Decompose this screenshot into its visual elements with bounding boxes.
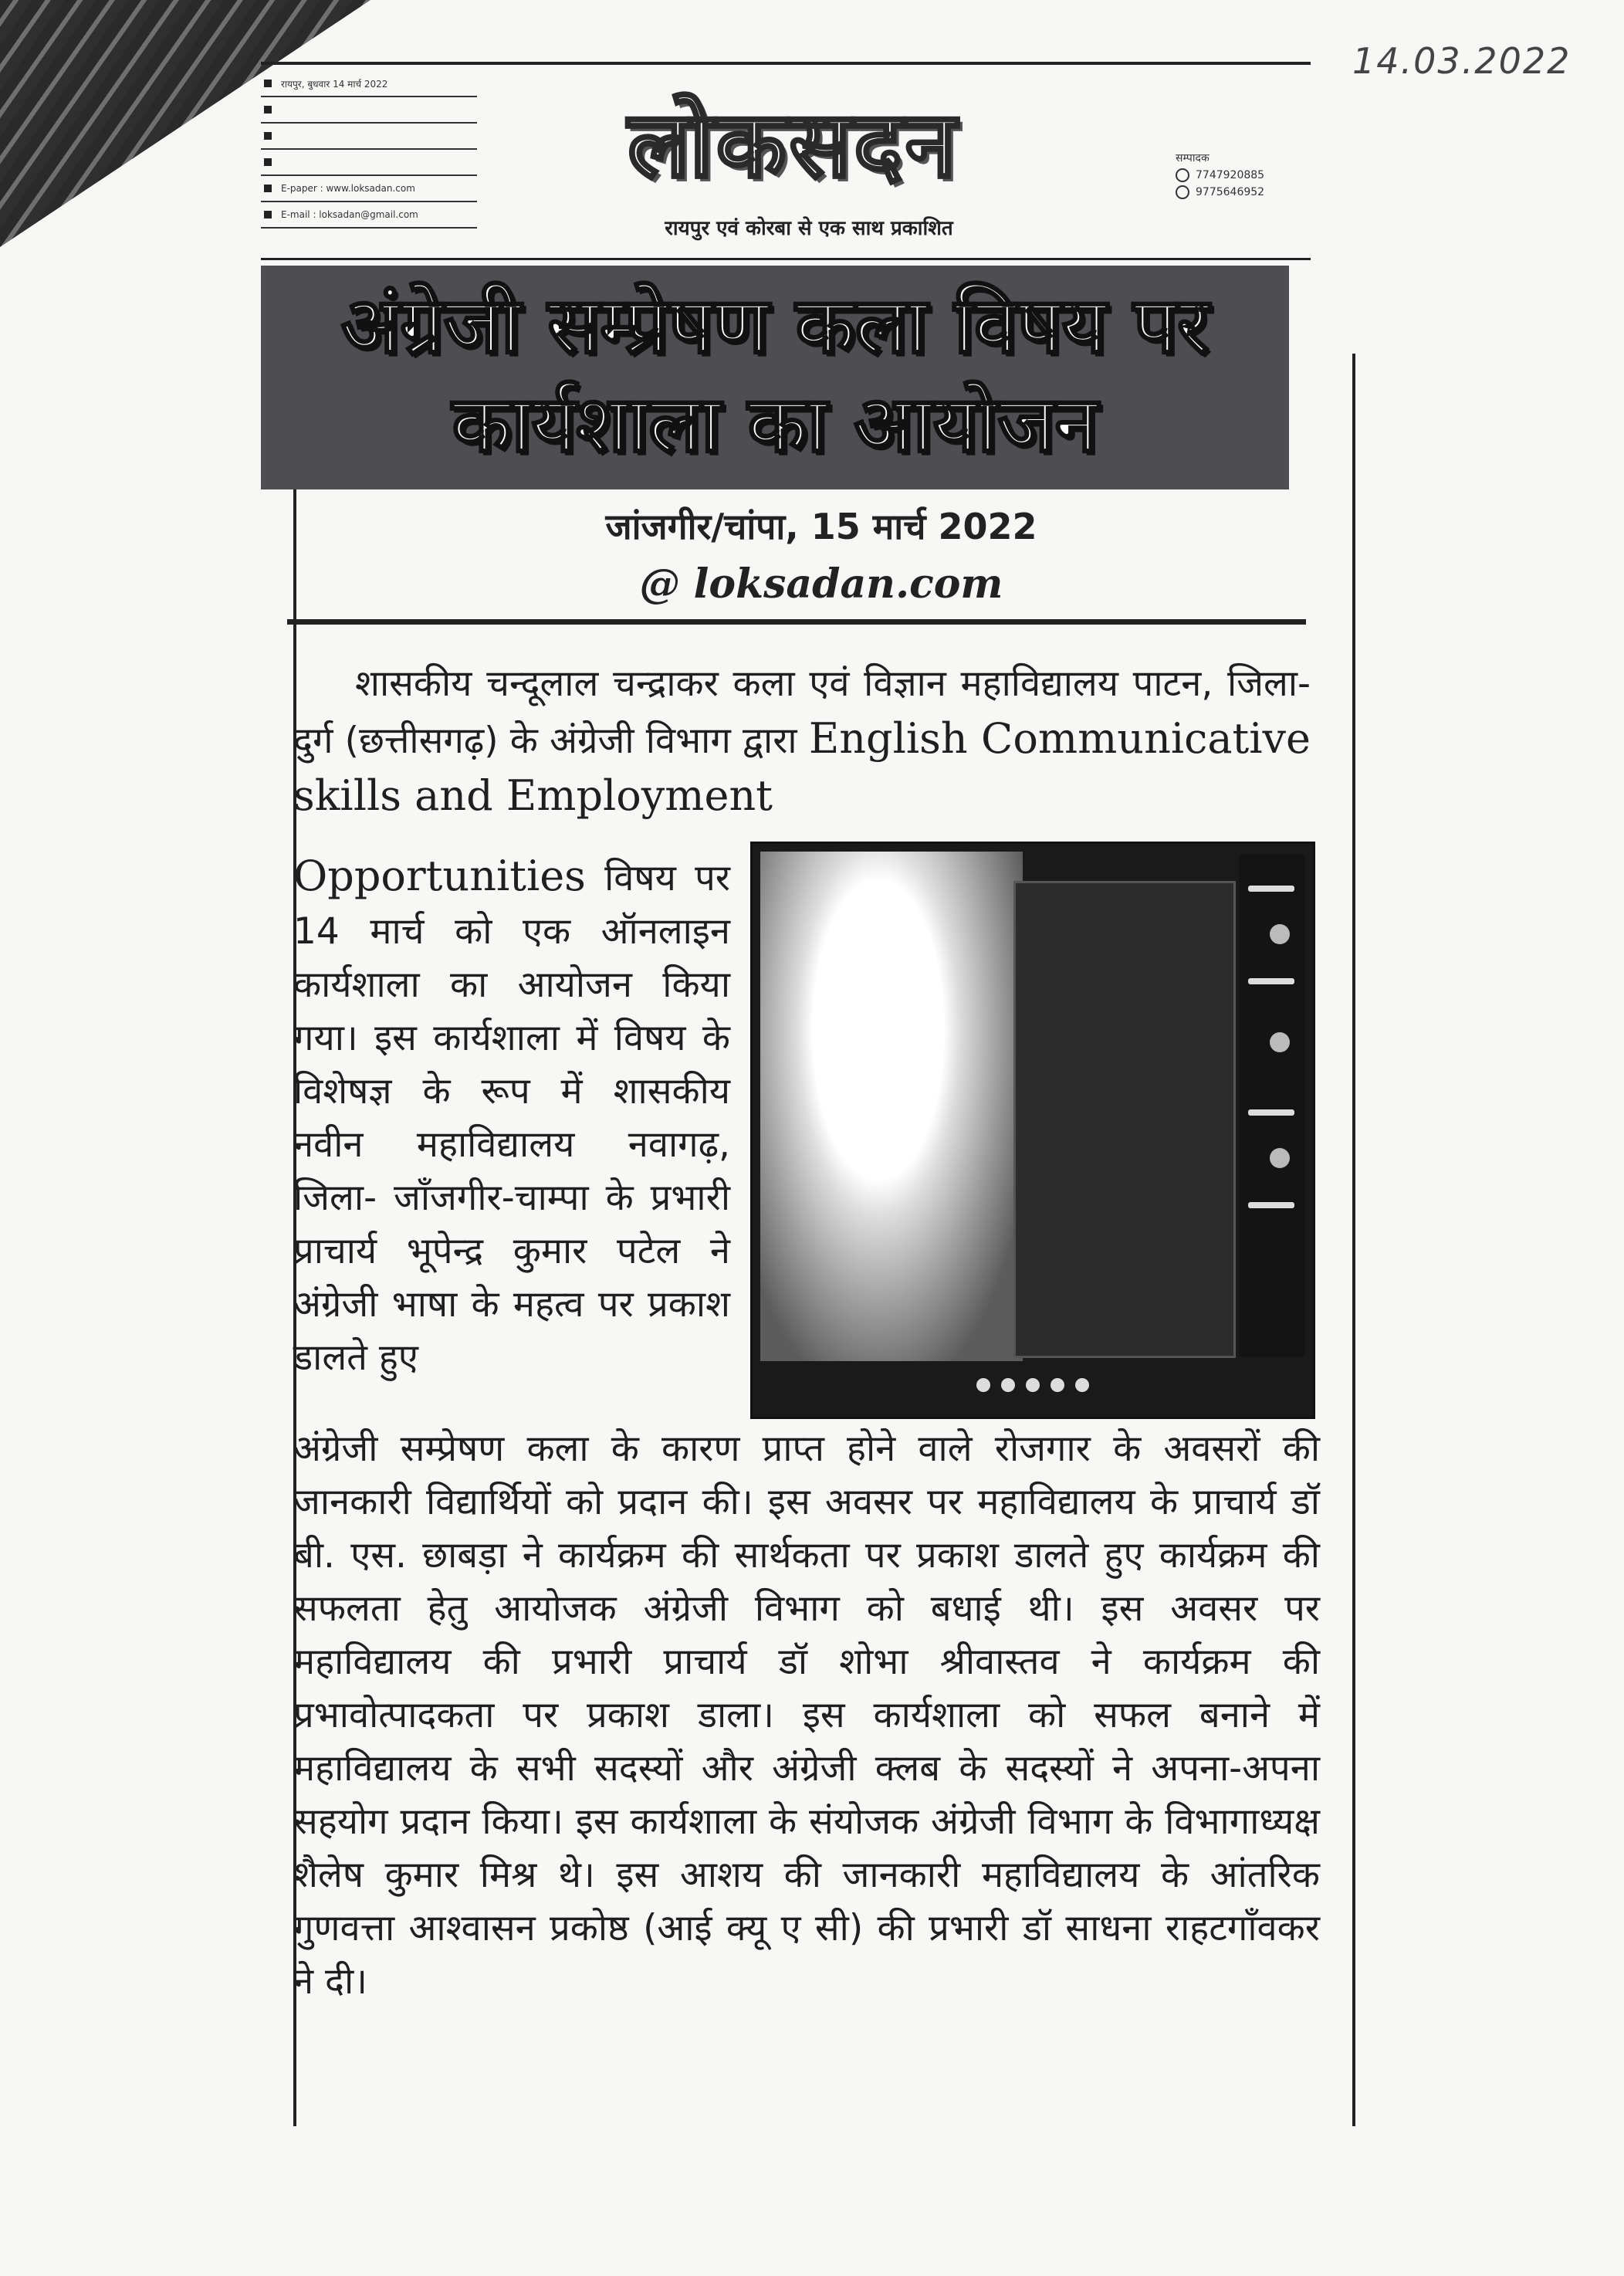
intro-hindi: शासकीय चन्दूलाल चन्द्राकर कला एवं विज्ञान महाविद्यालय पाटन, जिला- दुर्ग (छत्तीसगढ़) के अंग्रेजी विभाग द्वारा — [293, 662, 1311, 762]
article-column — [293, 849, 730, 1384]
bullet-icon — [264, 106, 272, 113]
contact-block — [1176, 150, 1264, 201]
bullet-icon — [264, 132, 272, 140]
article-headline: अंग्रेजी सम्प्रेषण कला विषय पर कार्यशाला का आयोजन — [340, 280, 1210, 469]
bullet-icon — [264, 211, 272, 218]
info-row: E-mail : loksadan@gmail.com — [261, 202, 477, 229]
phone-icon — [1176, 168, 1189, 182]
video-panel — [1013, 881, 1236, 1358]
info-row — [261, 97, 477, 124]
phone-icon — [1176, 185, 1189, 199]
masthead-info-list — [261, 71, 477, 229]
bullet-icon — [264, 80, 272, 87]
article-intro — [293, 656, 1311, 825]
toolbar-icon — [976, 1378, 990, 1392]
website-credit: @ loksadan.com — [639, 561, 1003, 608]
info-row — [261, 150, 477, 176]
participant-strip — [1239, 855, 1305, 1356]
speaker-portrait — [760, 852, 1023, 1361]
toolbar-icon — [1001, 1378, 1015, 1392]
handwritten-date: 14.03.2022 — [1352, 40, 1572, 82]
bullet-icon — [264, 185, 272, 192]
headline-band — [261, 266, 1289, 489]
phone-line: 7747920885 — [1176, 167, 1264, 184]
article-body: अंग्रेजी सम्प्रेषण कला के कारण प्राप्त होने वाले रोजगार के अवसरों की जानकारी विद्यार्थियों को प्रदान की। इस अवसर पर महाविद्यालय के प्राचार्य डॉ बी. एस. छाबड़ा ने कार्यक्रम की सार्थकता पर प्रकाश डालते हुए कार्यक्रम की सफलता हेतु आयोजक अंग्रेजी विभाग को बधाई थी। इस अवसर पर महाविद्यालय की प्रभारी प्राचार्य डॉ शोभा श्रीवास्तव ने कार्यक्रम की प्रभावोत्पादकता पर प्रकाश डाला। इस कार्यशाला को सफल बनाने में महाविद्यालय के सभी सदस्यों और अंग्रेजी क्लब के सदस्यों ने अपना-अपना सहयोग प्रदान किया। इस कार्यशाला के संयोजक अंग्रेजी विभाग के विभागाध्यक्ष शैलेष कुमार मिश्र थे। इस आशय की जानकारी महाविद्यालय के आंतरिक गुणवत्ता आश्वासन प्रकोष्ठ (आई क्यू ए सी) की प्रभारी डॉ साधना राहटगाँवकर ने दी। — [293, 1428, 1320, 2003]
info-row — [261, 124, 477, 150]
column-english: Opportunities — [293, 852, 586, 900]
dateline: जांजगीर/चांपा, 15 मार्च 2022 — [605, 506, 1037, 547]
meeting-toolbar — [976, 1378, 1089, 1392]
newspaper-tagline: रायपुर एवं कोरबा से एक साथ प्रकाशित — [665, 217, 953, 240]
toolbar-icon — [1075, 1378, 1089, 1392]
toolbar-icon — [1026, 1378, 1040, 1392]
masthead — [261, 62, 1311, 260]
intro-english: English Communicative skills and Employment — [293, 714, 1311, 820]
newspaper-brand: लोकसदन — [628, 90, 959, 198]
divider — [287, 619, 1306, 625]
phone-line: 9775646952 — [1176, 184, 1264, 201]
bullet-icon — [264, 158, 272, 166]
contact-label: सम्पादक — [1176, 152, 1210, 164]
article-photo — [750, 842, 1315, 1419]
info-row: E-paper : www.loksadan.com — [261, 176, 477, 202]
toolbar-icon — [1051, 1378, 1064, 1392]
column-hindi: विषय पर 14 मार्च को एक ऑनलाइन कार्यशाला का आयोजन किया गया। इस कार्यशाला में विषय के विशेषज्ञ के रूप में शासकीय नवीन महाविद्यालय नवागढ़, जिला- जाँजगीर-चाम्पा के प्रभारी प्राचार्य भूपेन्द्र कुमार पटेल ने अंग्रेजी भाषा के महत्व पर प्रकाश डालते हुए — [293, 857, 730, 1379]
info-row: रायपुर, बुधवार 14 मार्च 2022 — [261, 71, 477, 97]
